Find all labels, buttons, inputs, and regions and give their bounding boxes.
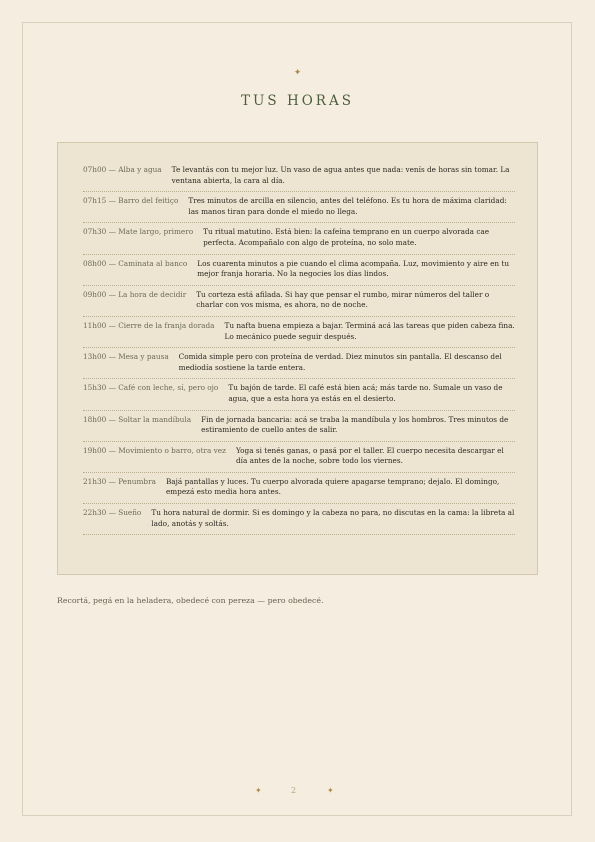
schedule-entry: [83, 473, 515, 504]
schedule-entry: [83, 442, 515, 473]
schedule-entry: [83, 411, 515, 442]
entry-time: 15h30 — Café con leche, sí, pero ojo: [83, 383, 219, 393]
footer-note: Recortá, pegá en la heladera, obedecé con pereza — pero obedecé.: [57, 596, 324, 605]
entry-text: Comida simple pero con proteína de verdad. Diez minutos sin pantalla. El descanso del mediodía sostiene la tarde entera.: [178, 352, 502, 372]
entry-time: 21h30 — Penumbra: [83, 476, 156, 486]
entry-time: 09h00 — La hora de decidir: [83, 289, 187, 299]
schedule-entry: [83, 192, 515, 223]
schedule-entry: [83, 161, 515, 192]
entry-text: Tu hora natural de dormir. Si es domingo y la cabeza no para, no discutas en la cama: la libreta al lado, anotás y soltás.: [151, 508, 515, 528]
entry-text: Fin de jornada bancaria: acá se traba la mandíbula y los hombros. Tres minutos de estiramiento de cuello antes de salir.: [201, 414, 509, 435]
entry-text: Tu nafta buena empieza a bajar. Terminá acá las tareas que piden cabeza fina. Lo mecánico puede seguir después.: [224, 320, 515, 341]
page-number: 2: [291, 786, 297, 795]
star-ornament-icon: ✦: [327, 786, 334, 795]
entry-text: Yoga si tenés ganas, o pasá por el taller. El cuerpo necesita descargar el día antes de la noche, sobre todo los viernes.: [235, 445, 504, 466]
entry-text: Tu ritual matutino. Está bien: la cafeína temprano en un cuerpo alvorada cae perfecta. Acompañalo con algo de proteína, no solo mate.: [203, 227, 490, 247]
star-ornament-icon: ✦: [255, 786, 262, 795]
entry-time: 13h00 — Mesa y pausa: [83, 352, 169, 362]
entry-time: 11h00 — Cierre de la franja dorada: [83, 320, 215, 330]
footer-ornaments: [0, 786, 595, 798]
entry-text: Tu bajón de tarde. El café está bien acá; más tarde no. Sumale un vaso de agua, que a esta hora ya estás en el desierto.: [228, 383, 503, 403]
entry-time: 07h00 — Alba y agua: [83, 165, 162, 174]
schedule-entry: [83, 379, 515, 410]
entry-time: 18h00 — Soltar la mandíbula: [83, 414, 192, 424]
entry-text: Te levantás con tu mejor luz. Un vaso de agua antes que nada: venís de horas sin tomar. La ventana abierta, la cara al día.: [171, 165, 510, 185]
entry-time: 08h00 — Caminata al banco: [83, 258, 188, 268]
entry-text: Tres minutos de arcilla en silencio, antes del teléfono. Es tu hora de máxima claridad: las manos tiran para donde el miedo no llega.: [188, 196, 507, 216]
entry-text: Bajá pantallas y luces. Tu cuerpo alvorada quiere apagarse temprano; dejalo. El domingo, empezá esto media hora antes.: [165, 476, 500, 497]
schedule-entry: [83, 348, 515, 379]
schedule-entry: [83, 255, 515, 286]
entry-time: 22h30 — Sueño: [83, 508, 142, 518]
schedule-box: [57, 142, 538, 575]
entry-time: 07h30 — Mate largo, primero: [83, 227, 194, 237]
page-title: TUS HORAS: [241, 93, 354, 109]
entry-time: 19h00 — Movimiento o barro, otra vez: [83, 445, 226, 455]
schedule-entry: [83, 317, 515, 348]
schedule-entry: [83, 504, 515, 535]
schedule-list: [83, 161, 515, 535]
entry-text: Tu corteza está afilada. Si hay que pensar el rumbo, mirar números del taller o charlar con vos misma, es ahora, no de noche.: [196, 289, 490, 310]
schedule-entry: [83, 223, 515, 254]
schedule-entry: [83, 286, 515, 317]
entry-text: Los cuarenta minutos a pie cuando el clima acompaña. Luz, movimiento y aire en tu mejor franja horaria. No la negocies los días lindos.: [197, 258, 510, 279]
entry-time: 07h15 — Barro del feitiço: [83, 196, 179, 206]
star-ornament-icon: ✦: [293, 68, 302, 78]
